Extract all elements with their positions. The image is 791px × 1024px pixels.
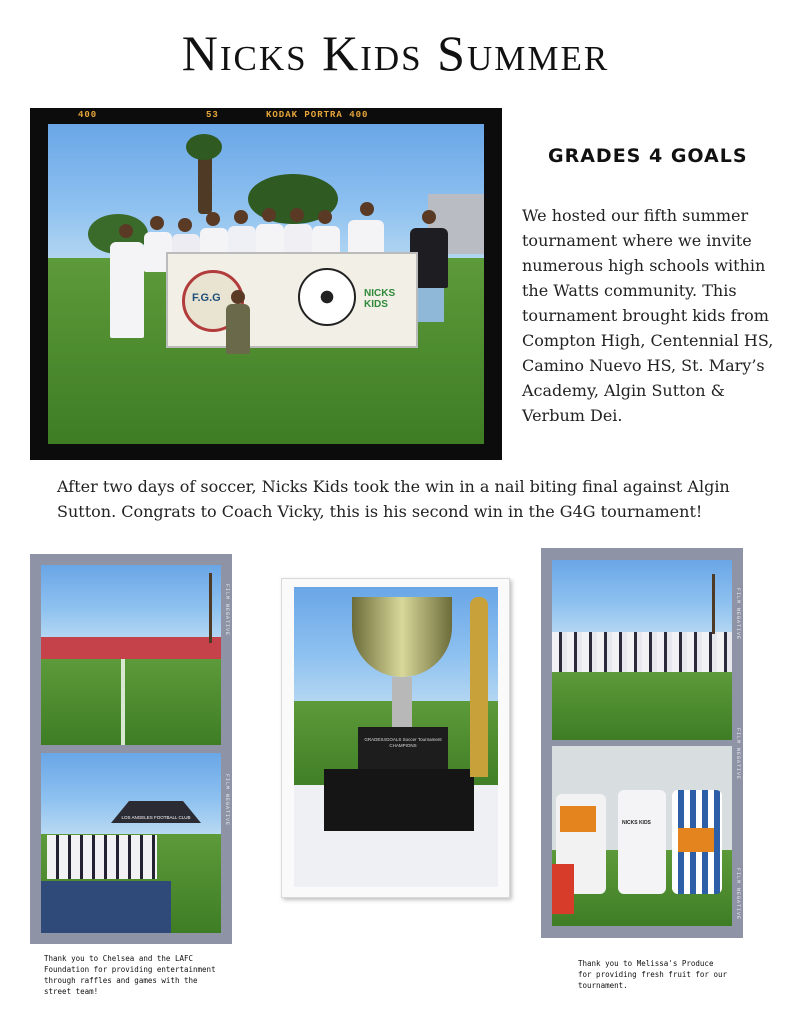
trophy-plaque-text: GRADES4GOALS Soccer Tournament CHAMPIONS (364, 737, 442, 748)
caption-lafc: Thank you to Chelsea and the LAFC Foundation for providing entertainment through raffles and games with the street team! (44, 954, 216, 996)
banner-brand: NICKS KIDS (364, 288, 396, 310)
fruit-photo (552, 746, 732, 926)
intro-paragraph: We hosted our fifth summer tournament where we invite numerous high schools within the Watts community. This tournament brought kids from Compton High, Centennial HS, Camino Nuevo HS, St. Mary’s Academy, Algin Sutton & Verbum Dei. (522, 206, 774, 425)
result-paragraph: After two days of soccer, Nicks Kids took the win in a nail biting final against Algin Sutton. Congrats to Coach Vicky, this is his second win in the G4G tournament! (57, 477, 730, 521)
team-photo-frame (30, 108, 502, 460)
crowd-photo (41, 565, 221, 745)
right-film-strip (541, 548, 743, 938)
trophy-photo (294, 587, 498, 887)
page-title: Nicks Kids Summer (181, 25, 610, 81)
film-edge-frame: 53 (206, 110, 219, 120)
film-negative-label: FILM NEGATIVE (735, 728, 741, 781)
team-banner (166, 252, 418, 348)
left-film-strip (30, 554, 232, 944)
film-edge-number: 400 (78, 110, 98, 120)
film-negative-label: FILM NEGATIVE (224, 774, 230, 827)
banner-logo-text: F.G.G (192, 292, 221, 304)
group-photo (552, 560, 732, 740)
film-negative-label: FILM NEGATIVE (735, 588, 741, 641)
section-heading: GRADES 4 GOALS (548, 145, 748, 167)
soccer-ball-icon (298, 268, 356, 326)
film-negative-label: FILM NEGATIVE (735, 868, 741, 921)
shirt-sign-text: NICKS KIDS (622, 820, 651, 826)
film-negative-label: FILM NEGATIVE (224, 584, 230, 637)
film-edge-brand: KODAK PORTRA 400 (266, 110, 369, 120)
lafc-tent-text: LOS ANGELES FOOTBALL CLUB (121, 815, 191, 820)
caption-produce: Thank you to Melissa's Produce for providing fresh fruit for our tournament. (578, 959, 728, 990)
trophy-photo-card (281, 578, 510, 898)
team-photo (48, 124, 484, 444)
lafc-photo (41, 753, 221, 933)
